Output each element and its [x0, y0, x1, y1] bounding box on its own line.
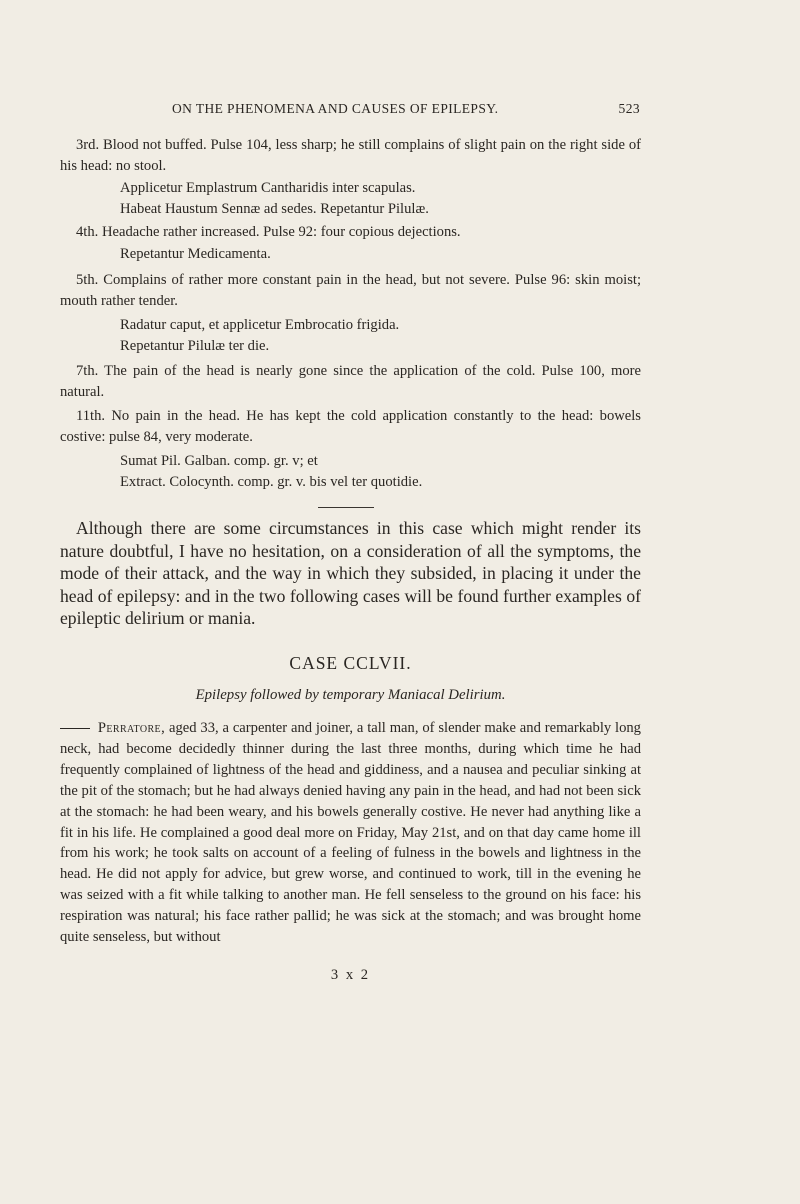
name-dash — [60, 728, 90, 729]
page-number: 523 — [618, 101, 640, 116]
entry-4th: 4th. Headache rather increased. Pulse 92: four copious dejections. — [76, 224, 461, 240]
entry-5th: 5th. Complains of rather more constant pain in the head, but not severe. Pulse 96: skin moist; mouth rather tender. — [60, 272, 641, 309]
commentary-paragraph: Although there are some circumstances in this case which might render its nature doubtful, I have no hesitation, on a consideration of all the symptoms, the mode of their attack, and the way in which they subsided, in placing it under the head of epilepsy: and in the two following cases will be found further examples of epileptic delirium or mania. — [60, 518, 641, 629]
running-title: ON THE PHENOMENA AND CAUSES OF EPILEPSY. — [172, 101, 499, 116]
prescription-line: Repetantur Pilulæ ter die. — [120, 338, 270, 354]
case-title: CASE CCLVII. — [289, 653, 412, 673]
entry-11th: 11th. No pain in the head. He has kept the cold application constantly to the head: bowels costive: pulse 84, very moderate. — [60, 408, 641, 445]
prescription-line: Sumat Pil. Galban. comp. gr. v; et — [120, 453, 318, 469]
case-narrative-text: aged 33, a carpenter and joiner, a tall man, of slender make and remarkably long neck, had become decidedly thinner during the last three months, during which time he had frequently complained of lightness of the head and giddiness, and a nausea and peculiar sinking at the pit of the stomach; but he had always denied having any pain in the head, and had not been sick at the stomach: he had been weary, and his bowels generally costive. He never had anything like a fit in his life. He complained a good deal more on Friday, May 21st, and on that day came home ill from his work; he took salts on account of a feeling of fulness in the bowels and lightness in the head. He did not apply for advice, but grew worse, and continued to work, till in the evening he was seized with a fit while talking to another man. He fell senseless to the ground on his face: his respiration was natural; his face rather pallid; he was sick at the stomach; and was brought home quite senseless, but without — [60, 720, 641, 946]
prescription-line: Habeat Haustum Sennæ ad sedes. Repetantur Pilulæ. — [120, 201, 429, 217]
prescription-line: Extract. Colocynth. comp. gr. v. bis vel ter quotidie. — [120, 474, 423, 490]
case-narrative — [60, 718, 641, 948]
entry-3rd: 3rd. Blood not buffed. Pulse 104, less sharp; he still complains of slight pain on the right side of his head: no stool. — [60, 137, 641, 174]
prescription-line: Applicetur Emplastrum Cantharidis inter scapulas. — [120, 180, 416, 196]
prescription-line: Radatur caput, et applicetur Embrocatio frigida. — [120, 317, 400, 333]
case-subtitle: Epilepsy followed by temporary Maniacal Delirium. — [195, 687, 506, 703]
prescription-line: Repetantur Medicamenta. — [120, 246, 271, 262]
running-head — [60, 101, 640, 123]
signature-mark: 3 x 2 — [330, 967, 371, 983]
entry-7th: 7th. The pain of the head is nearly gone since the application of the cold. Pulse 100, more natural. — [60, 363, 641, 400]
section-divider — [318, 507, 374, 508]
patient-name: Perratore, — [97, 720, 166, 736]
